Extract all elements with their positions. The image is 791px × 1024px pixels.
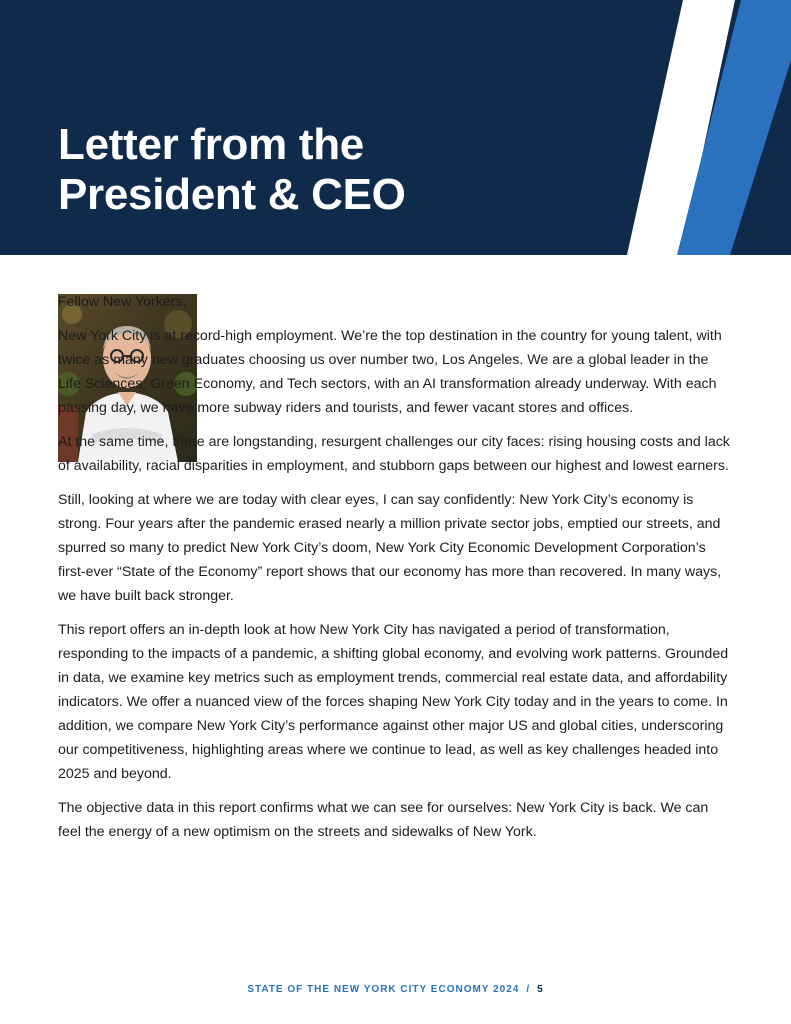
page-footer <box>0 984 791 995</box>
paragraph-1: New York City is at record-high employment. We’re the top destination in the country for young talent, with twice as many new graduates choosing us over number two, Los Angeles. We are a global leader in the Life Sciences, Green Economy, and Tech sectors, with an AI transformation already underway. With each passing day, we have more subway riders and tourists, and fewer vacant stores and offices. <box>58 328 722 416</box>
page-title-line-1: Letter from the <box>58 120 364 169</box>
paragraph-4: This report offers an in-depth look at how New York City has navigated a period of transformation, responding to the impacts of a pandemic, a shifting global economy, and evolving work patterns. Grounded in data, we examine key metrics such as employment trends, commercial real estate data, and affordability indicators. We offer a nuanced view of the forces shaping New York City today and in the years to come. In addition, we compare New York City’s performance against other major US and global cities, underscoring our competitiveness, highlighting areas where we continue to lead, as well as key challenges headed into 2025 and beyond. <box>58 622 729 782</box>
page-title-line-2: President & CEO <box>58 170 406 219</box>
page-number: 5 <box>537 984 544 995</box>
paragraph-5: The objective data in this report confirms what we can see for ourselves: New York City is back. We can feel the energy of a new optimism on the streets and sidewalks of New York. <box>58 800 709 840</box>
header-banner <box>0 0 791 255</box>
footer-separator: / <box>526 984 531 995</box>
letter-body <box>58 290 734 854</box>
paragraph-3: Still, looking at where we are today with clear eyes, I can say confidently: New York City’s economy is strong. Four years after the pandemic erased nearly a million private sector jobs, emptied our streets, and spurred so many to predict New York City’s doom, New York City Economic Development Corporation’s first-ever “State of the Economy” report shows that our economy has more than recovered. In many ways, we have built back stronger. <box>58 492 722 604</box>
salutation: Fellow New Yorkers, <box>58 294 187 310</box>
footer-report-title: STATE OF THE NEW YORK CITY ECONOMY 2024 <box>247 984 520 995</box>
paragraph-2: At the same time, there are longstanding, resurgent challenges our city faces: rising housing costs and lack of availability, racial disparities in employment, and stubborn gaps between our highest and lowest earners. <box>58 434 730 474</box>
page-title <box>58 120 406 220</box>
